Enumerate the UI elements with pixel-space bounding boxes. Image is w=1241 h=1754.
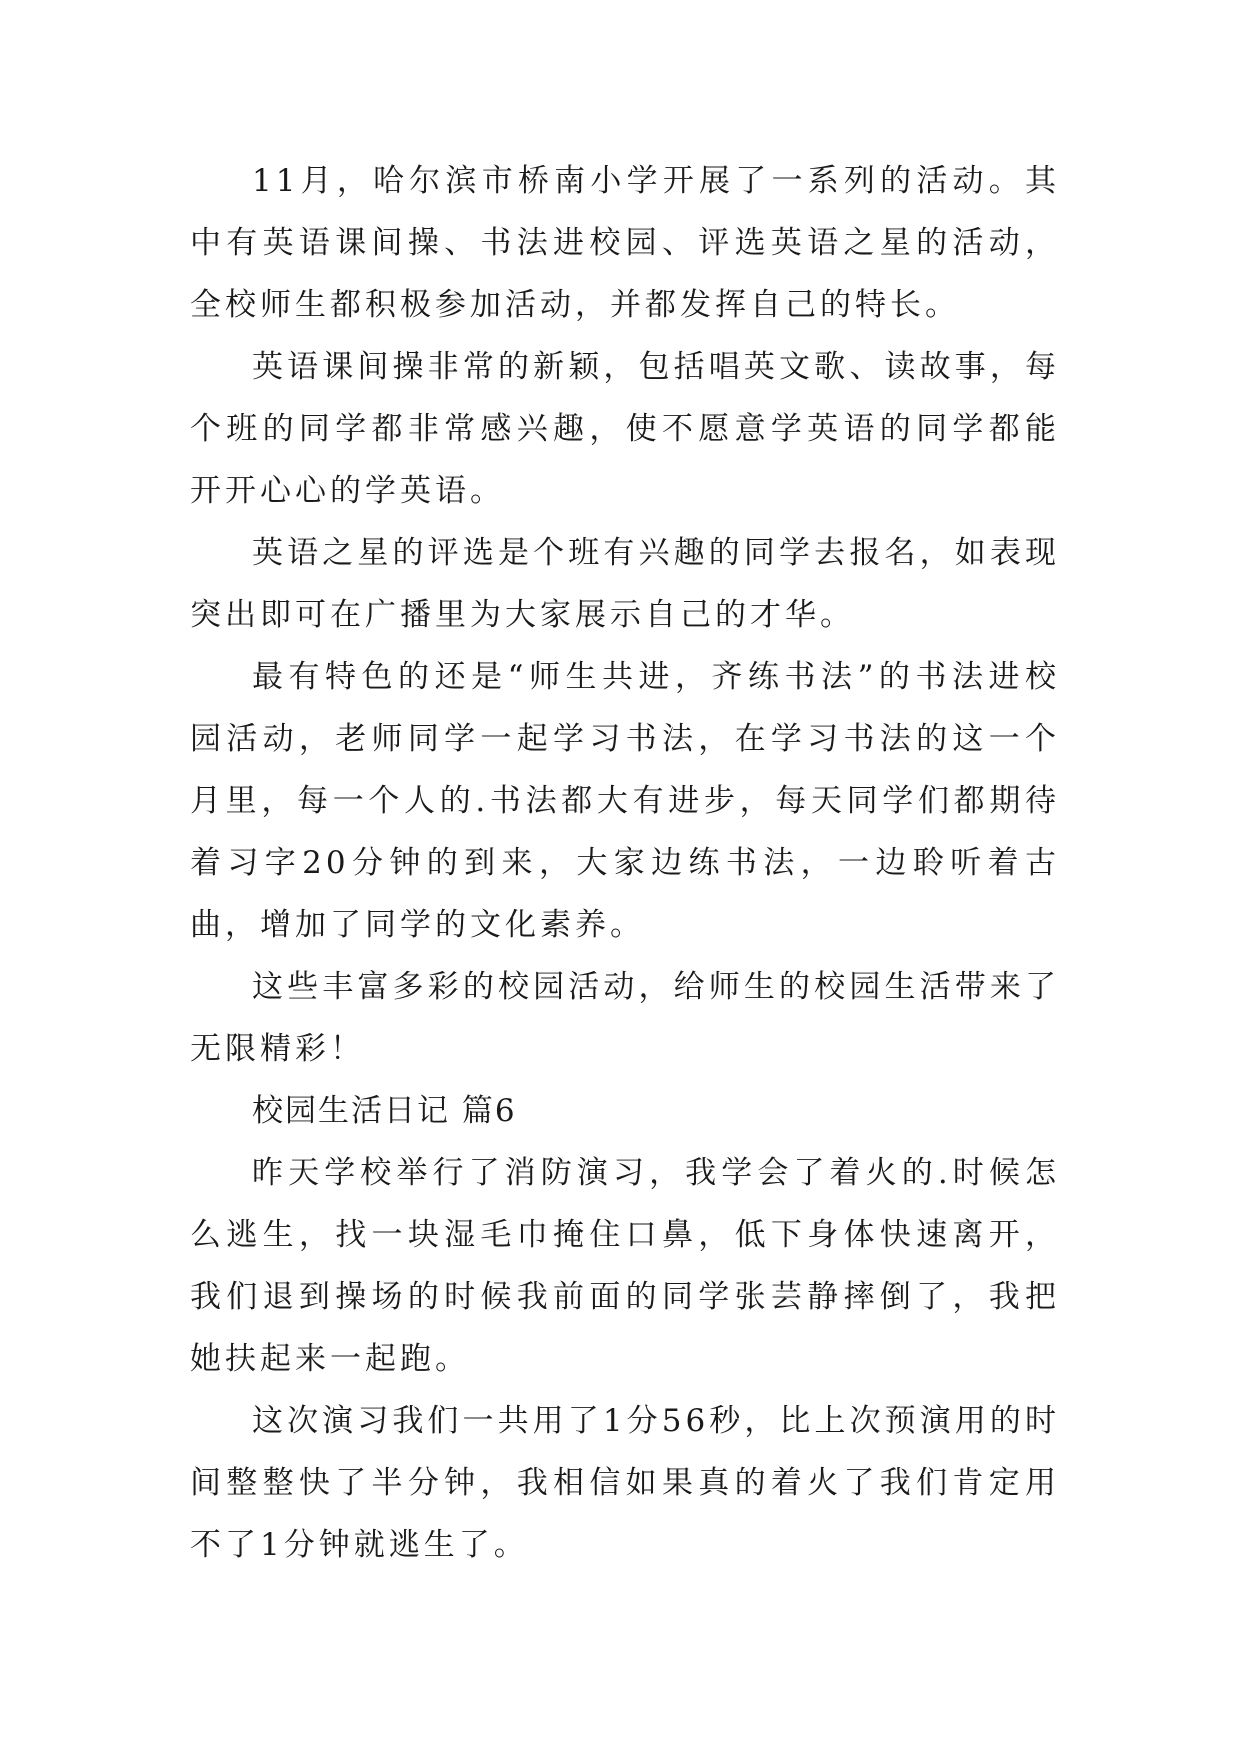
section-title: 校园生活日记 篇6 [252, 1093, 517, 1129]
document-body [190, 150, 1060, 1576]
paragraph: 昨天学校举行了消防演习，我学会了着火的.时候怎么逃生，找一块湿毛巾掩住口鼻，低下身体快速离开，我们退到操场的时候我前面的同学张芸静摔倒了，我把她扶起来一起跑。 [190, 1155, 1060, 1377]
paragraph: 这次演习我们一共用了1分56秒，比上次预演用的时间整整快了半分钟，我相信如果真的着火了我们肯定用不了1分钟就逃生了。 [190, 1403, 1060, 1563]
paragraph: 英语之星的评选是个班有兴趣的同学去报名，如表现突出即可在广播里为大家展示自己的才华。 [190, 535, 1060, 633]
paragraph: 这些丰富多彩的校园活动，给师生的校园生活带来了无限精彩！ [190, 969, 1060, 1067]
paragraph: 最有特色的还是“师生共进，齐练书法”的书法进校园活动，老师同学一起学习书法，在学习书法的这一个月里，每一个人的.书法都大有进步，每天同学们都期待着习字20分钟的到来，大家边练书法，一边聆听着古曲，增加了同学的文化素养。 [190, 659, 1060, 943]
paragraph: 英语课间操非常的新颖，包括唱英文歌、读故事，每个班的同学都非常感兴趣，使不愿意学英语的同学都能开开心心的学英语。 [190, 349, 1060, 509]
paragraph: 11月，哈尔滨市桥南小学开展了一系列的活动。其中有英语课间操、书法进校园、评选英语之星的活动，全校师生都积极参加活动，并都发挥自己的特长。 [190, 163, 1060, 323]
